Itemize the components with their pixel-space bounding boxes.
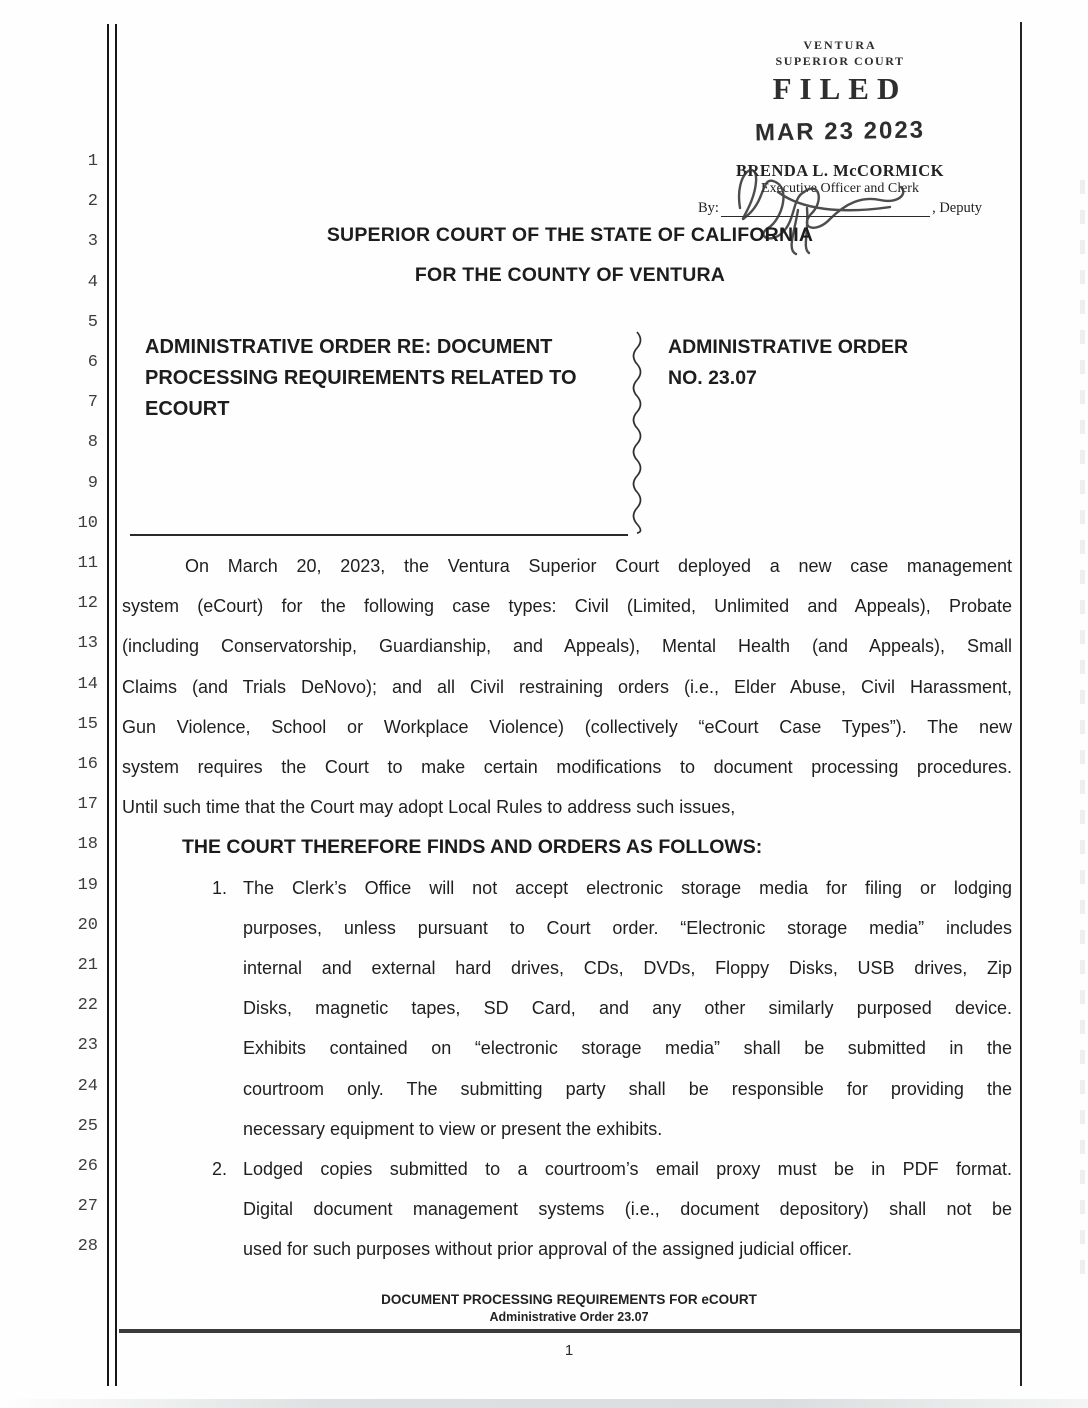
line-number: 14 xyxy=(77,674,98,694)
caption-line: NO. 23.07 xyxy=(668,367,757,389)
line-number: 5 xyxy=(87,312,98,332)
line-number: 6 xyxy=(87,353,98,372)
order-item-line: courtroom only. The submitting party shall be responsible for providing the xyxy=(243,1078,1012,1099)
stamp-court-name-line2: SUPERIOR COURT xyxy=(775,54,905,68)
order-item-line: 1. The Clerk’s Office will not accept electronic storage media for filing or lodging xyxy=(212,877,1012,898)
order-item-line: 2. Lodged copies submitted to a courtroom’s email proxy must be in PDF format. xyxy=(212,1159,1012,1179)
paragraph-line: On March 20, 2023, the Ventura Superior Court deployed a new case management xyxy=(185,556,1012,576)
line-number: 10 xyxy=(77,513,98,533)
line-number: 11 xyxy=(77,554,98,573)
line-number: 8 xyxy=(87,433,98,453)
paragraph-line: Until such time that the Court may adopt Local Rules to address such issues, xyxy=(122,797,736,818)
paragraph-line: Gun Violence, School or Workplace Violence) (collectively “eCourt Case Types”). The new xyxy=(122,716,1012,737)
footer-rule xyxy=(119,1329,1020,1333)
line-number: 16 xyxy=(77,755,98,774)
paragraph-line: (including Conservatorship, Guardianship, and Appeals), Mental Health (and Appeals), Small xyxy=(122,636,1012,657)
line-number: 19 xyxy=(77,875,98,895)
line-number: 21 xyxy=(77,956,98,975)
line-number: 7 xyxy=(87,393,98,413)
caption-document-title xyxy=(145,332,615,425)
order-item-line: Disks, magnetic tapes, SD Card, and any other similarly purposed device. xyxy=(243,998,1012,1019)
stamp-filed-label: FILED xyxy=(772,71,908,106)
order-item-line: used for such purposes without prior approval of the assigned judicial officer. xyxy=(243,1239,853,1260)
line-number: 2 xyxy=(87,192,98,212)
by-label: By: xyxy=(698,200,719,216)
line-number: 9 xyxy=(87,473,98,493)
line-number: 28 xyxy=(77,1237,98,1257)
caption-underline xyxy=(130,534,628,536)
line-number: 12 xyxy=(77,594,98,614)
order-item-line: necessary equipment to view or present the exhibits. xyxy=(243,1118,663,1139)
line-number: 17 xyxy=(77,795,98,815)
list-number: 2. xyxy=(212,1159,228,1179)
line-number: 24 xyxy=(77,1076,98,1096)
orders-heading: THE COURT THEREFORE FINDS AND ORDERS AS FOLLOWS: xyxy=(182,836,763,859)
line-number: 26 xyxy=(77,1157,98,1176)
line-number: 27 xyxy=(77,1197,98,1217)
court-title: SUPERIOR COURT OF THE STATE OF CALIFORNIA xyxy=(326,224,814,246)
line-number: 1 xyxy=(87,152,98,171)
order-item-line: purposes, unless pursuant to Court order. “Electronic storage media” includes xyxy=(243,917,1012,938)
caption-line: ADMINISTRATIVE ORDER RE: DOCUMENT xyxy=(145,336,553,358)
footer-document-title: DOCUMENT PROCESSING REQUIREMENTS FOR eCOURT xyxy=(381,1292,757,1307)
line-number: 23 xyxy=(77,1036,98,1056)
order-item-line: Digital document management systems (i.e., document depository) shall not be xyxy=(243,1199,1012,1220)
paragraph-line: system requires the Court to make certain modifications to document processing procedures. xyxy=(122,757,1012,777)
line-number: 18 xyxy=(77,835,98,855)
left-margin-rule-outer xyxy=(107,24,109,1386)
line-number: 3 xyxy=(87,232,98,252)
court-subtitle: FOR THE COUNTY OF VENTURA xyxy=(414,264,726,286)
caption-line: ADMINISTRATIVE ORDER xyxy=(668,336,909,358)
paragraph-line: Claims (and Trials DeNovo); and all Civil restraining orders (i.e., Elder Abuse, Civil Harassment, xyxy=(122,676,1012,697)
caption-line: ECOURT xyxy=(145,398,230,420)
order-item-line: Exhibits contained on “electronic storage media” shall be submitted in the xyxy=(243,1038,1012,1059)
paragraph-line: system (eCourt) for the following case types: Civil (Limited, Unlimited and Appeals), Probate xyxy=(122,596,1012,617)
caption-order-number xyxy=(668,332,988,394)
clerk-name: BRENDA L. McCORMICK xyxy=(736,161,944,180)
page-number: 1 xyxy=(564,1342,574,1359)
clerk-title: Executive Officer and Clerk xyxy=(761,181,919,196)
line-number: 22 xyxy=(77,996,98,1016)
caption-divider-squiggle xyxy=(628,330,648,536)
left-margin-rule-inner xyxy=(115,24,117,1386)
right-margin-rule xyxy=(1020,22,1022,1386)
line-number: 25 xyxy=(77,1116,98,1136)
caption-line: PROCESSING REQUIREMENTS RELATED TO xyxy=(145,367,577,389)
stamp-court-name-line1: VENTURA xyxy=(803,38,877,52)
line-number: 4 xyxy=(87,272,98,292)
scan-edge-artifact xyxy=(0,1399,1088,1408)
line-number: 20 xyxy=(77,915,98,935)
footer-order-number: Administrative Order 23.07 xyxy=(489,1310,649,1324)
list-number: 1. xyxy=(212,877,228,898)
deputy-label: , Deputy xyxy=(932,200,982,216)
stamp-filed-date: MAR 23 2023 xyxy=(754,116,926,147)
line-number: 13 xyxy=(77,634,98,654)
line-number: 15 xyxy=(77,714,98,734)
scan-edge-artifact xyxy=(1080,180,1085,1280)
order-item-line: internal and external hard drives, CDs, DVDs, Floppy Disks, USB drives, Zip xyxy=(243,958,1012,978)
